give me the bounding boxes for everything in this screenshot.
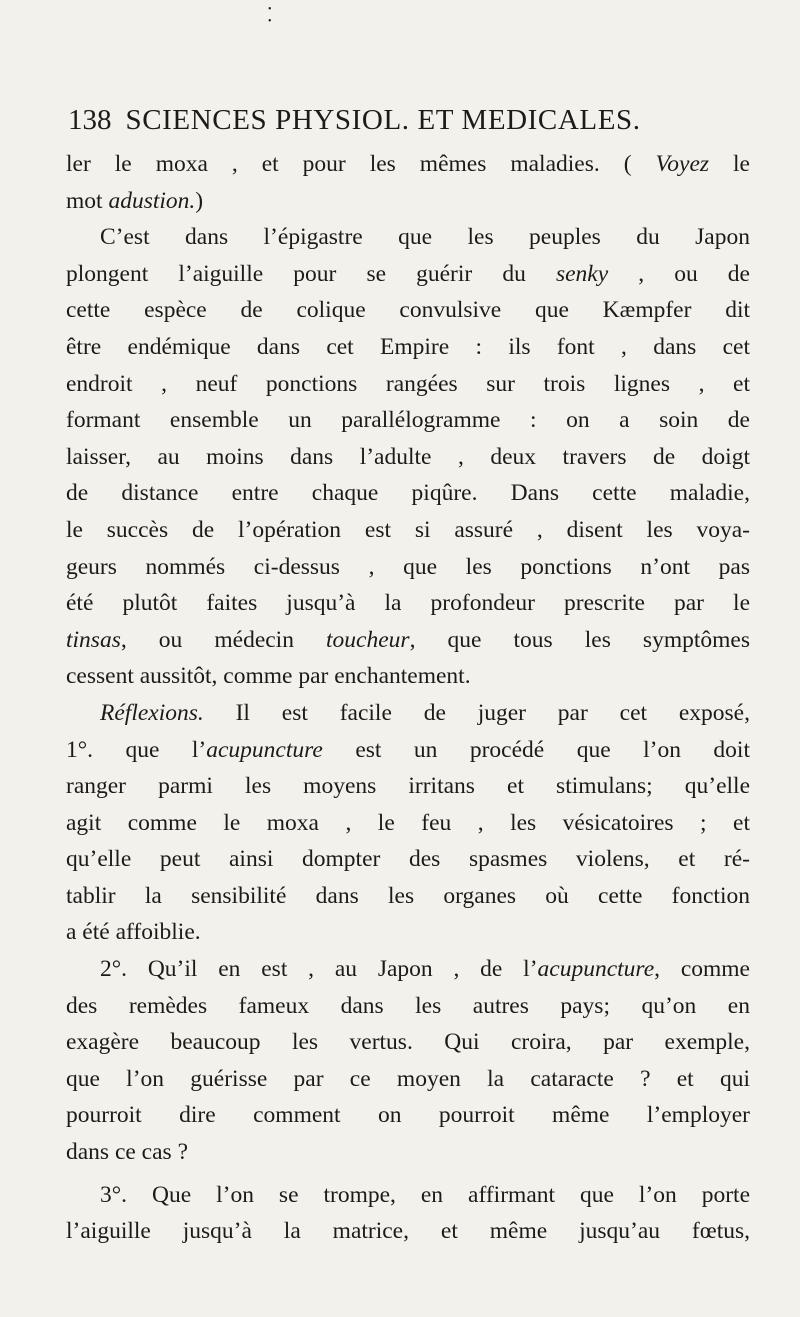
- text-line: [66, 658, 750, 695]
- text-segment: , que tous les symptômes: [409, 626, 750, 653]
- text-segment: laisser, au moins dans l’adulte , deux travers de doigt: [66, 443, 750, 470]
- text-line: [66, 256, 750, 293]
- italic-segment: adustion.: [108, 187, 196, 214]
- text-line: [66, 329, 750, 366]
- text-line: [66, 1024, 750, 1061]
- italic-segment: acupuncture: [537, 956, 655, 983]
- text-line: [66, 402, 750, 439]
- text-line: [66, 805, 750, 842]
- text-line: [66, 585, 750, 622]
- text-line: [66, 841, 750, 878]
- text-line: [66, 768, 750, 805]
- text-segment: ler le moxa , et pour les mêmes maladies. (: [66, 151, 656, 177]
- text-segment: 2°. Qu’il en est , au Japon , de l’: [100, 956, 538, 983]
- running-title: SCIENCES PHYSIOL. ET MEDICALES.: [125, 104, 641, 136]
- text-segment: été plutôt faites jusqu’à la profondeur prescrite par le: [66, 590, 750, 617]
- text-segment: qu’elle peut ainsi dompter des spasmes violens, et ré-: [66, 846, 750, 873]
- text-segment: tablir la sensibilité dans les organes où cette fonction: [66, 882, 750, 909]
- text-segment: formant ensemble un parallélogramme : on a soin de: [66, 407, 750, 434]
- text-line: [66, 1213, 750, 1250]
- text-line: [66, 219, 750, 256]
- text-segment: , comme: [654, 956, 750, 983]
- text-line: [66, 512, 750, 549]
- italic-segment: senky: [555, 260, 609, 287]
- text-segment: est un procédé que l’on doit: [322, 736, 750, 763]
- text-segment: ranger parmi les moyens irritans et stimulans; qu’elle: [66, 773, 750, 800]
- text-segment: 1°. que l’: [66, 736, 207, 763]
- italic-segment: toucheur: [326, 626, 410, 653]
- text-line: [66, 951, 750, 988]
- text-line: [66, 988, 750, 1025]
- text-segment: pourroit dire comment on pourroit même l’employer: [66, 1102, 750, 1129]
- text-segment: a été affoiblie.: [66, 919, 201, 946]
- italic-segment: Voyez: [655, 151, 710, 177]
- text-line: [66, 695, 750, 732]
- text-segment: agit comme le moxa , le feu , les vésicatoires ; et: [66, 809, 750, 836]
- text-segment: le succès de l’opération est si assuré , disent les voya-: [66, 516, 750, 543]
- text-segment: mot: [66, 187, 109, 214]
- italic-segment: Réflexions.: [100, 699, 204, 726]
- text-line: [66, 549, 750, 586]
- text-line: [66, 439, 750, 476]
- text-segment: Il est facile de juger par cet exposé,: [203, 699, 750, 726]
- text-segment: exagère beaucoup les vertus. Qui croira, par exemple,: [66, 1029, 750, 1056]
- text-line: [66, 1177, 750, 1214]
- text-segment: endroit , neuf ponctions rangées sur trois lignes , et: [66, 370, 750, 397]
- text-segment: cessent aussitôt, comme par enchantement.: [66, 663, 471, 690]
- text-line: [66, 1134, 750, 1171]
- text-line: [66, 366, 750, 403]
- text-line: [66, 292, 750, 329]
- text-segment: de distance entre chaque piqûre. Dans cette maladie,: [66, 480, 750, 507]
- text-segment: dans ce cas ?: [66, 1139, 188, 1166]
- text-line: [66, 1097, 750, 1134]
- text-segment: , ou médecin: [120, 626, 327, 653]
- text-line: [66, 146, 750, 183]
- text-segment: cette espèce de colique convulsive que Kæmpfer dit: [66, 297, 750, 324]
- text-segment: C’est dans l’épigastre que les peuples du Japon: [100, 224, 750, 251]
- body-text: [66, 146, 750, 1296]
- page-ornament: [268, 4, 272, 28]
- text-segment: ): [195, 187, 204, 214]
- italic-segment: tinsas: [66, 626, 121, 653]
- text-line: [66, 732, 750, 769]
- text-line: [66, 914, 750, 951]
- text-segment: 3°. Que l’on se trompe, en affirmant que l’on porte: [100, 1181, 750, 1208]
- text-segment: le: [709, 151, 750, 177]
- text-segment: , ou de: [608, 260, 750, 287]
- text-line: [66, 878, 750, 915]
- text-segment: plongent l’aiguille pour se guérir du: [66, 260, 556, 287]
- text-segment: geurs nommés ci-dessus , que les ponctions n’ont pas: [66, 553, 750, 580]
- page-ornament-text: • •: [268, 4, 272, 27]
- text-line: [66, 183, 750, 220]
- text-segment: être endémique dans cet Empire : ils font , dans cet: [66, 333, 750, 360]
- text-line: [66, 1061, 750, 1098]
- text-line: [66, 475, 750, 512]
- text-line: [66, 622, 750, 659]
- italic-segment: acupuncture: [206, 736, 323, 763]
- text-segment: l’aiguille jusqu’à la matrice, et même jusqu’au fœtus,: [66, 1218, 750, 1245]
- page-number: 138: [68, 104, 112, 136]
- page-header: [68, 104, 708, 136]
- text-segment: des remèdes fameux dans les autres pays; qu’on en: [66, 992, 750, 1019]
- text-segment: que l’on guérisse par ce moyen la cataracte ? et qui: [66, 1065, 750, 1092]
